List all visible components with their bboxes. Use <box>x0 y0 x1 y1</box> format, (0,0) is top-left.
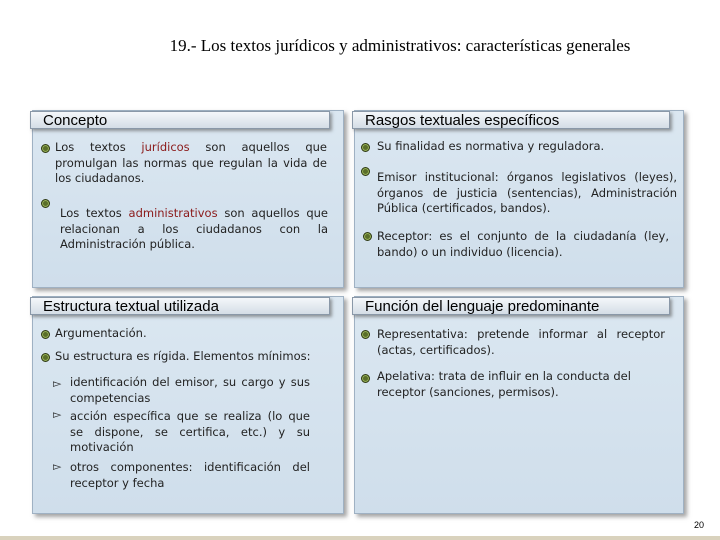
panel-heading-rasgos: Rasgos textuales específicos <box>352 111 670 129</box>
page-number: 20 <box>693 520 704 530</box>
estructura-subitem-accion: acción específica que se realiza (lo que se dispone, se certifica, etc.) y su motivación <box>70 409 310 454</box>
panel-funcion <box>354 296 684 514</box>
funcion-item-representativa: Representativa: pretende informar al receptor (actas, certificados). <box>377 327 665 357</box>
rasgos-item-receptor: Receptor: es el conjunto de la ciudadanía (ley, bando) o un individuo (licencia). <box>377 229 669 259</box>
bullet-icon <box>41 144 50 153</box>
estructura-subitem-otros: otros componentes: identificación del receptor y fecha <box>70 460 310 490</box>
panel-estructura <box>32 296 344 514</box>
bullet-icon <box>361 167 370 176</box>
panel-heading-estructura: Estructura textual utilizada <box>30 297 330 315</box>
bullet-icon <box>361 330 370 339</box>
estructura-item-rigida: Su estructura es rígida. Elementos mínimos: <box>55 349 311 363</box>
panel-concepto <box>32 110 344 288</box>
panel-heading-funcion: Función del lenguaje predominante <box>352 297 670 315</box>
arrow-bullet-icon: ▻ <box>53 460 62 473</box>
bullet-icon <box>361 143 370 152</box>
slide-title: 19.- Los textos jurídicos y administrativos: características generales <box>169 36 631 55</box>
panel-rasgos <box>354 110 684 288</box>
estructura-subitem-emisor: identificación del emisor, su cargo y sus competencias <box>70 375 310 405</box>
arrow-bullet-icon: ▻ <box>53 377 62 390</box>
concepto-item-juridicos: Los textos jurídicos son aquellos que promulgan las normas que regulan la vida de los ciudadanos. <box>55 140 327 185</box>
funcion-item-apelativa: Apelativa: trata de influir en la conducta del receptor (sanciones, permisos). <box>377 369 631 399</box>
bullet-icon <box>363 232 372 241</box>
bullet-icon <box>41 330 50 339</box>
bullet-icon <box>361 374 370 383</box>
bullet-icon <box>41 353 50 362</box>
rasgos-item-emisor: Emisor institucional: órganos legislativos (leyes), órganos de justicia (sentencias), Administración Pública (certificados, bandos). <box>377 170 677 215</box>
concepto-item-administrativos: Los textos administrativos son aquellos que relacionan a los ciudadanos con la Administración pública. <box>60 206 328 251</box>
footer-bar <box>0 536 720 540</box>
estructura-item-argumentacion: Argumentación. <box>55 326 147 340</box>
panel-heading-concepto: Concepto <box>30 111 330 129</box>
rasgos-item-finalidad: Su finalidad es normativa y reguladora. <box>377 139 605 153</box>
bullet-icon <box>41 199 50 208</box>
arrow-bullet-icon: ▻ <box>53 408 62 421</box>
